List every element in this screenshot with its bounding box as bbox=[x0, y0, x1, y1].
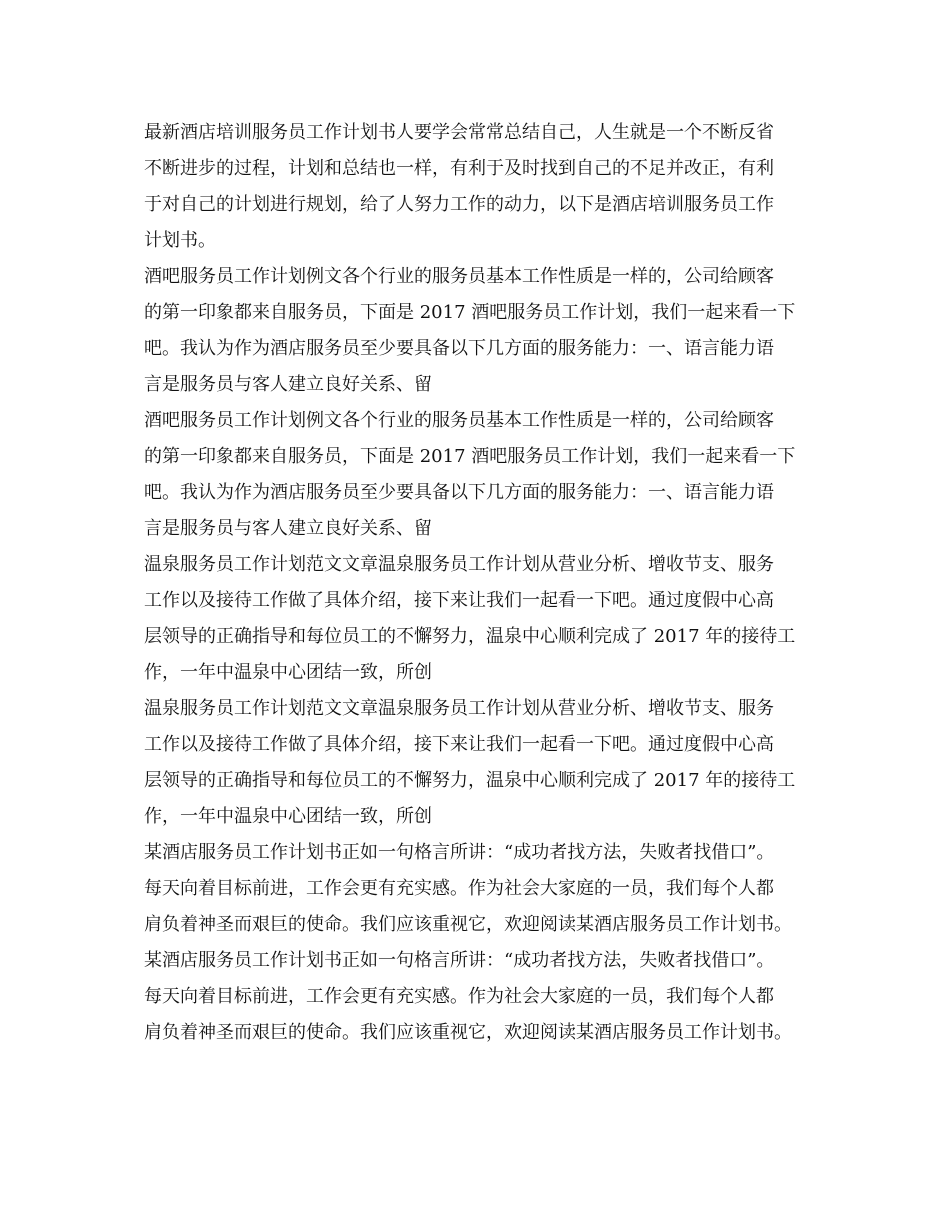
text-line: 的第一印象都来自服务员，下面是 2017 酒吧服务员工作计划，我们一起来看一下 bbox=[144, 446, 796, 467]
text-line: 作，一年中温泉中心团结一致，所创 bbox=[144, 662, 432, 683]
text-line: 某酒店服务员工作计划书正如一句格言所讲：“成功者找方法，失败者找借口”。 bbox=[144, 842, 775, 863]
text-line: 酒吧服务员工作计划例文各个行业的服务员基本工作性质是一样的，公司给顾客 bbox=[144, 266, 774, 287]
text-line: 肩负着神圣而艰巨的使命。我们应该重视它，欢迎阅读某酒店服务员工作计划书。 bbox=[144, 914, 792, 935]
text-line: 温泉服务员工作计划范文文章温泉服务员工作计划从营业分析、增收节支、服务 bbox=[144, 554, 774, 575]
text-line: 肩负着神圣而艰巨的使命。我们应该重视它，欢迎阅读某酒店服务员工作计划书。 bbox=[144, 1022, 792, 1043]
text-line: 吧。我认为作为酒店服务员至少要具备以下几方面的服务能力：一、语言能力语 bbox=[144, 338, 774, 359]
text-line: 计划书。 bbox=[144, 230, 216, 251]
text-line: 最新酒店培训服务员工作计划书人要学会常常总结自己，人生就是一个不断反省 bbox=[144, 122, 774, 143]
text-line: 温泉服务员工作计划范文文章温泉服务员工作计划从营业分析、增收节支、服务 bbox=[144, 698, 774, 719]
document-body bbox=[144, 115, 814, 1051]
text-line: 酒吧服务员工作计划例文各个行业的服务员基本工作性质是一样的，公司给顾客 bbox=[144, 410, 774, 431]
text-line: 某酒店服务员工作计划书正如一句格言所讲：“成功者找方法，失败者找借口”。 bbox=[144, 950, 775, 971]
text-line: 吧。我认为作为酒店服务员至少要具备以下几方面的服务能力：一、语言能力语 bbox=[144, 482, 774, 503]
text-line: 不断进步的过程，计划和总结也一样，有利于及时找到自己的不足并改正，有利 bbox=[144, 158, 774, 179]
text-line: 层领导的正确指导和每位员工的不懈努力，温泉中心顺利完成了 2017 年的接待工 bbox=[144, 770, 796, 791]
text-line: 工作以及接待工作做了具体介绍，接下来让我们一起看一下吧。通过度假中心高 bbox=[144, 734, 774, 755]
text-line: 的第一印象都来自服务员，下面是 2017 酒吧服务员工作计划，我们一起来看一下 bbox=[144, 302, 796, 323]
text-line: 言是服务员与客人建立良好关系、留 bbox=[144, 374, 432, 395]
text-line: 每天向着目标前进，工作会更有充实感。作为社会大家庭的一员，我们每个人都 bbox=[144, 986, 774, 1007]
text-line: 工作以及接待工作做了具体介绍，接下来让我们一起看一下吧。通过度假中心高 bbox=[144, 590, 774, 611]
text-line: 言是服务员与客人建立良好关系、留 bbox=[144, 518, 432, 539]
text-line: 层领导的正确指导和每位员工的不懈努力，温泉中心顺利完成了 2017 年的接待工 bbox=[144, 626, 796, 647]
text-line: 每天向着目标前进，工作会更有充实感。作为社会大家庭的一员，我们每个人都 bbox=[144, 878, 774, 899]
text-line: 作，一年中温泉中心团结一致，所创 bbox=[144, 806, 432, 827]
text-line: 于对自己的计划进行规划，给了人努力工作的动力，以下是酒店培训服务员工作 bbox=[144, 194, 774, 215]
